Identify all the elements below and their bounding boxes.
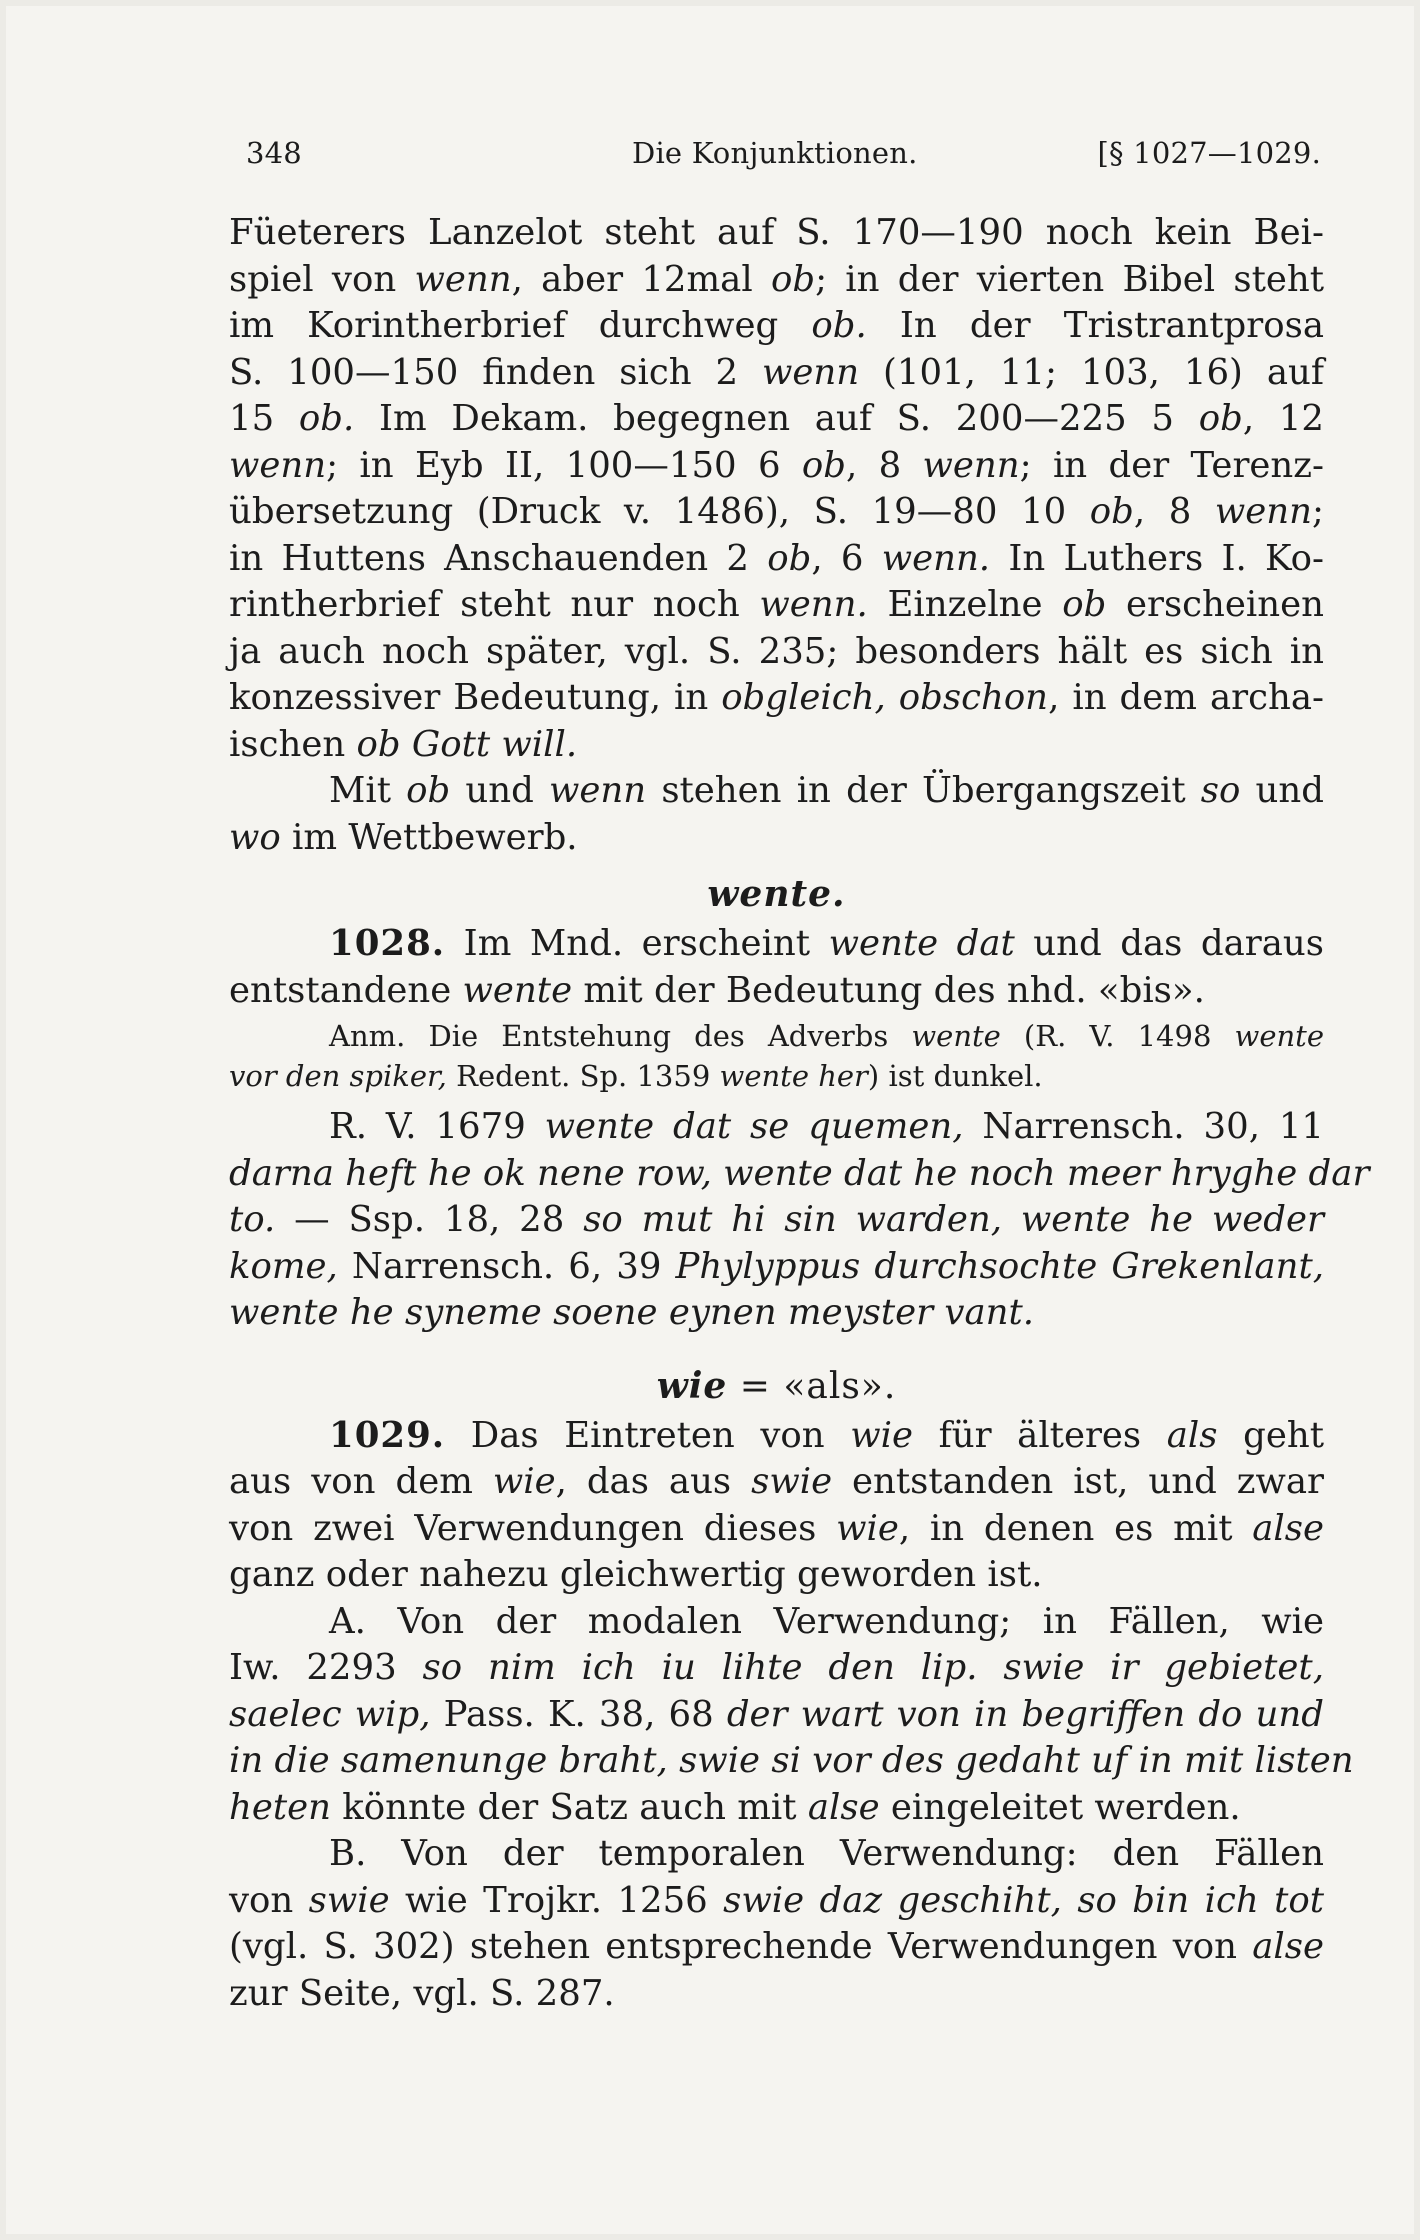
text-line: entstandene wente mit der Bedeutung des nhd. «bis». <box>229 969 1205 1011</box>
text-line: spiel von wenn, aber 12mal ob; in der vierten Bibel steht <box>229 258 1324 300</box>
page-number: 348 <box>246 136 302 170</box>
text-line: S. 100—150 finden sich 2 wenn (101, 11; 103, 16) auf <box>229 351 1324 393</box>
text-line: ja auch noch später, vgl. S. 235; besonders hält es sich in <box>229 630 1324 672</box>
annotation-line: Anm. Die Entstehung des Adverbs wente (R. V. 1498 wente <box>329 1019 1324 1053</box>
text-line: Füeterers Lanzelot steht auf S. 170—190 noch kein Bei- <box>229 212 1324 253</box>
section-number: 1029. <box>329 1414 446 1456</box>
text-line: 1029. Das Eintreten von wie für älteres als geht <box>329 1414 1324 1456</box>
text-line: in Huttens Anschauenden 2 ob, 6 wenn. In Luthers I. Ko- <box>229 537 1324 579</box>
text-line: 1028. Im Mnd. erscheint wente dat und das daraus <box>329 923 1324 964</box>
text-line: R. V. 1679 wente dat se quemen, Narrensch. 30, 11 <box>329 1106 1324 1147</box>
examples-1028 <box>229 1104 1370 1337</box>
text-line: Mit ob und wenn stehen in der Übergangszeit so und <box>329 770 1324 811</box>
annotation <box>229 1016 1324 1096</box>
text-line: Iw. 2293 so nim ich iu lihte den lip. swie ir gebietet, <box>229 1647 1324 1688</box>
text-line: wo im Wettbewerb. <box>229 816 578 858</box>
text-line: B. Von der temporalen Verwendung: den Fällen <box>329 1833 1324 1874</box>
section-range: [§ 1027—1029. <box>1097 136 1321 170</box>
text-line: heten könnte der Satz auch mit alse eingeleitet werden. <box>229 1786 1241 1828</box>
section-1029 <box>229 1413 1324 1599</box>
text-line: (vgl. S. 302) stehen entsprechende Verwendungen von alse <box>229 1926 1324 1967</box>
annotation-line: vor den spiker, Redent. Sp. 1359 wente her) ist dunkel. <box>229 1059 1043 1093</box>
text-line: ischen ob Gott will. <box>229 723 578 765</box>
heading-wie: wie = «als». <box>656 1364 897 1407</box>
text-line: konzessiver Bedeutung, in obgleich, obschon, in dem archa- <box>229 677 1324 718</box>
paragraph-competition <box>229 768 1324 861</box>
body-text <box>229 210 1370 2017</box>
text-line: übersetzung (Druck v. 1486), S. 19—80 10 ob, 8 wenn; <box>229 491 1324 532</box>
text-line: darna heft he ok nene row, wente dat he noch meer hryghe dar <box>229 1152 1370 1194</box>
text-line: im Korintherbrief durchweg ob. In der Tristrantprosa <box>229 305 1324 346</box>
running-header <box>246 136 1321 180</box>
text-line: wenn; in Eyb II, 100—150 6 ob, 8 wenn; in der Terenz- <box>229 444 1324 486</box>
text-line: rintherbrief steht nur noch wenn. Einzelne ob erscheinen <box>229 584 1325 625</box>
text-line: ganz oder nahezu gleichwertig geworden ist. <box>229 1554 1043 1595</box>
section-number: 1028. <box>329 923 446 964</box>
paragraph-statistics <box>229 210 1324 768</box>
paragraph-a <box>229 1599 1354 1832</box>
text-line: kome, Narrensch. 6, 39 Phylyppus durchsochte Grekenlant, <box>229 1245 1324 1287</box>
text-line: zur Seite, vgl. S. 287. <box>229 1972 615 2014</box>
chapter-title: Die Konjunktionen. <box>632 136 918 170</box>
paragraph-b <box>229 1831 1324 2017</box>
text-line: aus von dem wie, das aus swie entstanden ist, und zwar <box>229 1461 1324 1502</box>
text-line: in die samenunge braht, swie si vor des gedaht uf in mit listen <box>229 1740 1354 1781</box>
heading-wente: wente. <box>707 873 846 915</box>
text-line: von swie wie Trojkr. 1256 swie daz geschiht, so bin ich tot <box>229 1879 1324 1921</box>
text-line: von zwei Verwendungen dieses wie, in denen es mit alse <box>229 1507 1324 1549</box>
text-line: 15 ob. Im Dekam. begegnen auf S. 200—225 5 ob, 12 <box>229 398 1325 439</box>
text-line: to. — Ssp. 18, 28 so mut hi sin warden, wente he weder <box>229 1199 1324 1240</box>
text-line: A. Von der modalen Verwendung; in Fällen, wie <box>329 1600 1324 1642</box>
text-line: wente he syneme soene eynen meyster vant. <box>229 1292 1035 1333</box>
text-line: saelec wip, Pass. K. 38, 68 der wart von in begriffen do und <box>229 1693 1324 1735</box>
section-1028 <box>229 921 1324 1014</box>
